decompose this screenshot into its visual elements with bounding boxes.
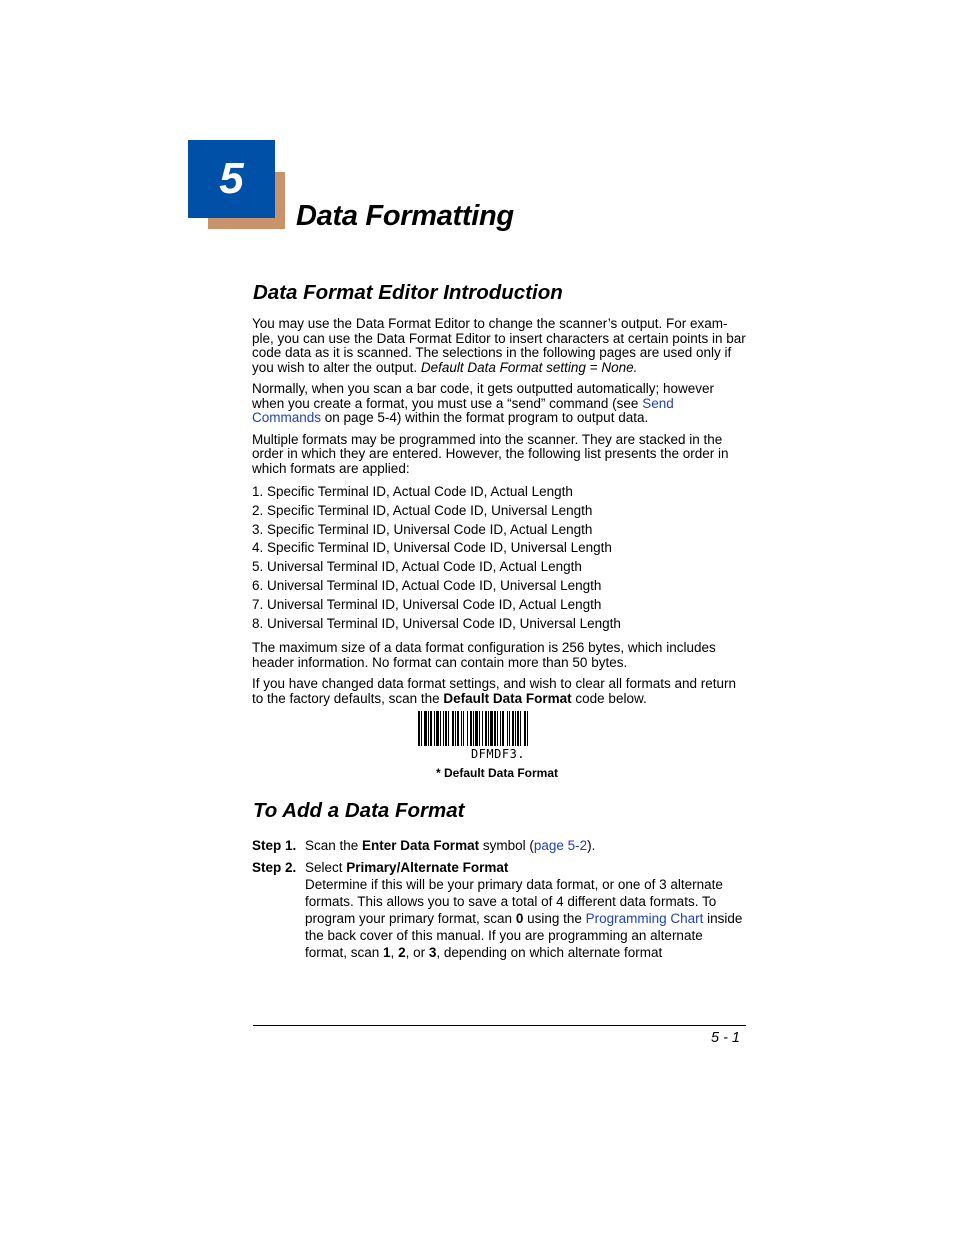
format-order-item: 2. Specific Terminal ID, Actual Code ID, Universal Length bbox=[252, 502, 593, 518]
format-order-list bbox=[252, 483, 746, 633]
default-setting-note: Default Data Format setting = None. bbox=[420, 359, 638, 375]
format-order-item: 8. Universal Terminal ID, Universal Code ID, Universal Length bbox=[252, 615, 621, 631]
programming-chart-link[interactable]: Programming Chart bbox=[585, 911, 704, 926]
section-heading-intro: Data Format Editor Introduction bbox=[253, 281, 563, 304]
barcode-human-readable: DFMDF3. bbox=[470, 747, 526, 761]
footer-rule bbox=[253, 1025, 746, 1026]
intro-paragraph-5: If you have changed data format settings, and wish to clear all formats and return to the factory defaults, scan the Default Data Format code below. bbox=[252, 676, 737, 706]
step-2-text bbox=[305, 859, 745, 961]
step-2-title: Select Primary/Alternate Format bbox=[305, 860, 509, 875]
section-heading-add-format: To Add a Data Format bbox=[253, 799, 465, 822]
intro-paragraph-2: Normally, when you scan a bar code, it gets outputted automatically; however when you create a format, you must use a “send” command (see Send Commands on page 5-4) within the format program to output data. bbox=[252, 381, 714, 425]
barcode-bar bbox=[528, 711, 530, 746]
format-order-item: 6. Universal Terminal ID, Actual Code ID, Universal Length bbox=[252, 577, 602, 593]
barcode-bars bbox=[418, 711, 578, 746]
intro-body bbox=[252, 317, 746, 713]
format-order-item: 4. Specific Terminal ID, Universal Code ID, Universal Length bbox=[252, 540, 612, 556]
chapter-number-badge: 5 bbox=[188, 140, 275, 218]
barcode-caption: * Default Data Format bbox=[435, 766, 559, 780]
format-order-item: 3. Specific Terminal ID, Universal Code ID, Actual Length bbox=[252, 521, 593, 537]
step-1-label: Step 1. bbox=[252, 838, 297, 853]
chapter-title: Data Formatting bbox=[296, 200, 514, 232]
intro-paragraph-4: The maximum size of a data format configuration is 256 bytes, which includes header information. No format can contain more than 50 bytes. bbox=[252, 640, 716, 670]
format-order-item: 7. Universal Terminal ID, Universal Code ID, Actual Length bbox=[252, 596, 602, 612]
step-2-description: Determine if this will be your primary data format, or one of 3 alternate formats. This allows you to save a total of 4 different data formats. To program your primary format, scan 0 using the Programming Chart inside the back cover of this manual. If you are programming an alternate format, scan 1, 2, or 3, depending on which alternate format bbox=[305, 877, 743, 960]
page-number: 5 - 1 bbox=[710, 1030, 740, 1046]
format-order-item: 1. Specific Terminal ID, Actual Code ID, Actual Length bbox=[252, 484, 573, 499]
intro-paragraph-1: You may use the Data Format Editor to change the scanner’s output. For exam-ple, you can use the Data Format Editor to insert characters at certain points in bar code data as it is scanned. The selections in the following pages are used only if you wish to alter the output. Default Data Format setting = None. bbox=[252, 316, 746, 375]
send-commands-link[interactable]: Send Commands bbox=[252, 395, 674, 425]
step-2-label: Step 2. bbox=[252, 860, 297, 875]
format-order-item: 5. Universal Terminal ID, Actual Code ID, Actual Length bbox=[252, 559, 582, 575]
intro-paragraph-3: Multiple formats may be programmed into the scanner. They are stacked in the order in which they are entered. However, the following list presents the order in which formats are applied: bbox=[252, 431, 729, 476]
default-data-format-barcode[interactable] bbox=[418, 711, 578, 761]
step-1-text: Scan the Enter Data Format symbol (page 5-2). bbox=[305, 838, 596, 853]
page-5-2-link[interactable]: page 5-2 bbox=[533, 838, 588, 853]
